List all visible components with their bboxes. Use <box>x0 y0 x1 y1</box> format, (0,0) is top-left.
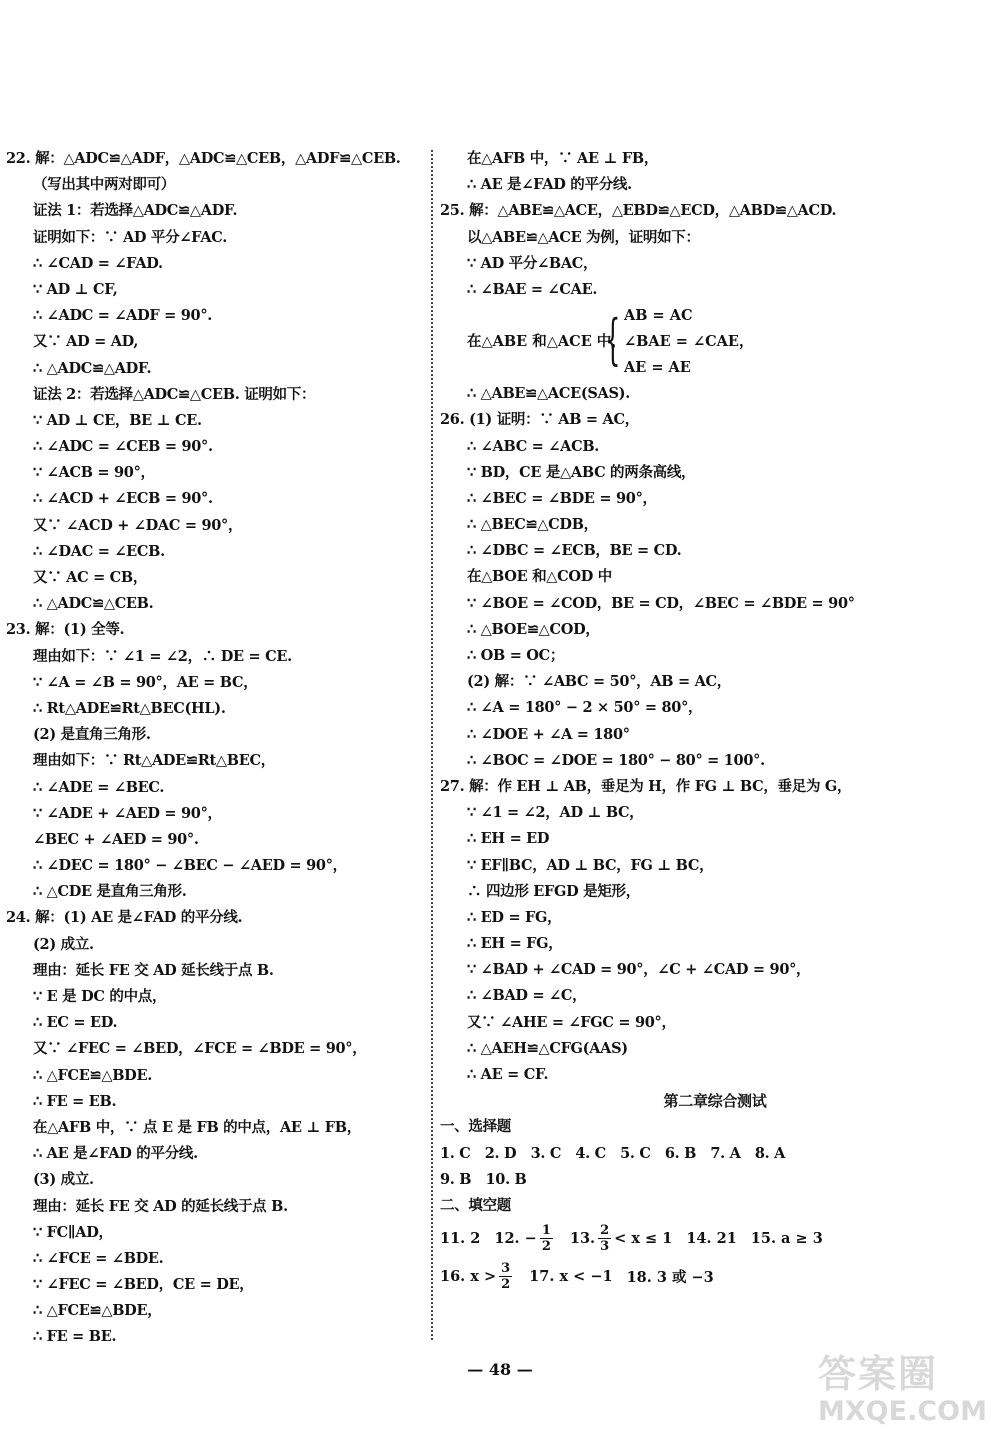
answer-17: 17. x < −1 <box>529 1267 613 1285</box>
text-line: ∴ EC = ED. <box>33 1014 118 1032</box>
text-line: (2) 解：∵ ∠ABC = 50°，AB = AC， <box>467 673 731 691</box>
answer-12-fraction <box>540 1223 553 1254</box>
text-line: ∴ Rt△ADE≌Rt△BEC(HL). <box>33 699 226 717</box>
fraction-denominator: 2 <box>541 1238 551 1254</box>
left-brace-icon: { <box>605 308 621 372</box>
text-line: ∴ △ADC≌△CEB. <box>33 595 154 613</box>
text-line: 26. (1) 证明：∵ AB = AC， <box>440 411 639 429</box>
text-line: ∴ ED = FG， <box>467 908 562 926</box>
test-title: 第二章综合测试 <box>663 1092 767 1111</box>
text-line: ∴ AE 是∠FAD 的平分线. <box>467 176 632 194</box>
text-line: 证法 1：若选择△ADC≌△ADF. <box>33 202 238 220</box>
text-line: ∴ AE 是∠FAD 的平分线. <box>33 1145 198 1163</box>
fill-answers-row-1 <box>440 1219 990 1257</box>
text-line: (2) 成立. <box>33 935 94 953</box>
text-line: ∵ ∠A = ∠B = 90°，AE = BC， <box>33 673 258 691</box>
text-line: ∴ FE = EB. <box>33 1092 117 1110</box>
text-line: ∵ ∠1 = ∠2，AD ⊥ BC， <box>467 804 644 822</box>
text-line: 理由如下：∵ Rt△ADE≌Rt△BEC， <box>33 752 275 770</box>
text-line: 22. 解：△ADC≌△ADF，△ADC≌△CEB，△ADF≌△CEB. <box>6 150 401 167</box>
text-line: ∵ ∠BAD + ∠CAD = 90°，∠C + ∠CAD = 90°， <box>467 961 811 979</box>
text-line: ∴ △FCE≌△BDE. <box>33 1066 152 1084</box>
text-line: 理由：延长 FE 交 AD 的延长线于点 B. <box>33 1197 288 1215</box>
right-column <box>440 146 990 1295</box>
text-line: ∴ △BOE≌△COD， <box>467 620 600 638</box>
text-line: ∵ E 是 DC 的中点， <box>33 988 167 1005</box>
text-line: ∵ AD 平分∠BAC， <box>467 254 598 272</box>
watermark-url: MXQE.COM <box>818 1396 987 1427</box>
fraction-denominator: 2 <box>501 1276 511 1292</box>
brace-equations <box>624 303 753 381</box>
text-line: ∴ EH = FG， <box>467 935 563 953</box>
text-line: ∵ ∠FEC = ∠BED，CE = DE， <box>33 1276 254 1294</box>
page-number: — 48 — <box>467 1360 533 1379</box>
text-line: （写出其中两对即可） <box>33 176 175 194</box>
text-line: ∠BEC + ∠AED = 90°. <box>33 830 199 848</box>
text-line: ∴ △BEC≌△CDB， <box>467 516 598 534</box>
answer-11: 11. 2 <box>440 1229 481 1247</box>
brace-prefix: 在△ABE 和△ACE 中， <box>467 333 626 351</box>
text-line: ∴ ∠ADC = ∠CEB = 90°. <box>33 438 213 456</box>
text-line: ∵ FC∥AD， <box>33 1223 113 1241</box>
right-top-lines <box>440 146 990 303</box>
text-line: ∴ △ABE≌△ACE(SAS). <box>467 385 630 403</box>
fraction-numerator: 1 <box>541 1222 551 1238</box>
text-line: ∴ ∠BAE = ∠CAE. <box>467 280 598 298</box>
watermark-logo <box>818 1352 993 1437</box>
answer-13-suffix: < x ≤ 1 <box>614 1229 673 1247</box>
text-line: 又∵ AC = CB， <box>33 569 148 586</box>
text-line: (2) 是直角三角形. <box>33 726 151 744</box>
text-line: 理由如下：∵ ∠1 = ∠2，∴ DE = CE. <box>33 647 292 665</box>
choice-answers-row-2: 9. B 10. B <box>440 1170 527 1188</box>
text-line: ∴ ∠ACD + ∠ECB = 90°. <box>33 490 213 508</box>
text-line: ∴ FE = BE. <box>33 1328 117 1346</box>
right-mid-lines <box>440 381 990 1088</box>
fraction-numerator: 3 <box>501 1260 511 1276</box>
answer-13-fraction <box>598 1223 611 1254</box>
text-line: ∴ ∠ADE = ∠BEC. <box>33 778 165 796</box>
answer-12-prefix: 12. − <box>494 1229 537 1247</box>
brace-eq-3: AE = AE <box>624 359 691 377</box>
text-line: 理由：延长 FE 交 AD 延长线于点 B. <box>33 961 274 979</box>
section-fill-heading: 二、填空题 <box>440 1196 511 1214</box>
choice-answers-row-1: 1. C 2. D 3. C 4. C 5. C 6. B 7. A 8. A <box>440 1144 786 1162</box>
text-line: ∴ △ADC≌△ADF. <box>33 359 152 377</box>
brace-eq-1: AB = AC <box>624 307 693 325</box>
text-line: ∵ ∠BOE = ∠COD，BE = CD，∠BEC = ∠BDE = 90° <box>467 594 855 612</box>
text-line: (3) 成立. <box>33 1171 94 1189</box>
text-line: ∴ ∠DBC = ∠ECB，BE = CD. <box>467 542 682 560</box>
text-line: ∵ BD，CE 是△ABC 的两条高线， <box>467 463 696 481</box>
text-line: 又∵ ∠AHE = ∠FGC = 90°， <box>467 1013 676 1031</box>
text-line: 证法 2：若选择△ADC≌△CEB. 证明如下： <box>33 385 316 403</box>
text-line: ∴ EH = ED <box>467 830 550 848</box>
text-line: 23. 解：(1) 全等. <box>6 621 125 639</box>
watermark-text: 答案圈 <box>818 1352 939 1396</box>
answer-14: 14. 21 <box>686 1229 737 1247</box>
text-line: 25. 解：△ABE≌△ACE，△EBD≌△ECD，△ABD≌△ACD. <box>440 202 837 220</box>
text-line: ∴ ∠BAD = ∠C， <box>467 987 587 1005</box>
text-line: 在△AFB 中，∵ AE ⊥ FB， <box>467 150 659 167</box>
text-line: 证明如下：∵ AD 平分∠FAC. <box>33 228 227 246</box>
text-line: ∴ ∠FCE = ∠BDE. <box>33 1249 164 1267</box>
fraction-numerator: 2 <box>600 1222 610 1238</box>
text-line: ∴ ∠ADC = ∠ADF = 90°. <box>33 307 213 325</box>
answer-16-prefix: 16. x > <box>440 1267 497 1285</box>
text-line: ∴ ∠DEC = 180° − ∠BEC − ∠AED = 90°， <box>33 857 347 875</box>
text-line: 以△ABE≌△ACE 为例，证明如下： <box>467 228 700 246</box>
text-line: ∵ ∠ADE + ∠AED = 90°， <box>33 804 222 822</box>
text-line: 又∵ ∠FEC = ∠BED，∠FCE = ∠BDE = 90°， <box>33 1040 367 1058</box>
left-column <box>6 146 424 1351</box>
answer-15: 15. a ≥ 3 <box>750 1229 823 1247</box>
text-line: ∴ △AEH≌△CFG(AAS) <box>467 1039 628 1057</box>
text-line: ∴ ∠DOE + ∠A = 180° <box>467 725 630 743</box>
text-line: ∴ ∠A = 180° − 2 × 50° = 80°， <box>467 699 703 717</box>
text-line: 27. 解：作 EH ⊥ AB，垂足为 H，作 FG ⊥ BC，垂足为 G， <box>440 777 852 795</box>
text-line: ∴ ∠CAD = ∠FAD. <box>33 254 163 272</box>
text-line: ∴ ∠BEC = ∠BDE = 90°， <box>467 489 657 507</box>
text-line: ∴ OB = OC； <box>467 647 565 664</box>
text-line: ∴ ∠DAC = ∠ECB. <box>33 542 165 560</box>
text-line: 又∵ AD = AD, <box>33 333 139 351</box>
fill-answers-row-2 <box>440 1257 990 1295</box>
text-line: ∴ △CDE 是直角三角形. <box>33 883 187 901</box>
brace-system <box>440 303 990 381</box>
section-choice-heading: 一、选择题 <box>440 1118 511 1136</box>
text-line: ∴ AE = CF. <box>467 1066 549 1083</box>
answer-16-fraction <box>499 1261 512 1292</box>
text-line: ∵ AD ⊥ CE，BE ⊥ CE. <box>33 411 202 429</box>
text-line: ∵ EF∥BC，AD ⊥ BC，FG ⊥ BC， <box>467 856 714 874</box>
text-line: 又∵ ∠ACD + ∠DAC = 90°， <box>33 516 243 534</box>
text-line: ∴ ∠ABC = ∠ACB. <box>467 437 600 455</box>
text-line: 24. 解：(1) AE 是∠FAD 的平分线. <box>6 909 243 927</box>
text-line: ∵ AD ⊥ CF, <box>33 280 118 298</box>
text-line: 在△BOE 和△COD 中 <box>467 568 612 586</box>
column-divider <box>431 150 433 1340</box>
fraction-denominator: 3 <box>600 1238 610 1254</box>
text-line: 在△AFB 中，∵ 点 E 是 FB 的中点，AE ⊥ FB， <box>33 1118 361 1136</box>
text-line: ∴ △FCE≌△BDE， <box>33 1302 162 1320</box>
text-line: ∵ ∠ACB = 90°， <box>33 464 155 482</box>
brace-eq-2: ∠BAE = ∠CAE， <box>624 333 754 351</box>
answer-18: 18. 3 或 −3 <box>626 1268 714 1286</box>
text-line: ∴ ∠BOC = ∠DOE = 180° − 80° = 100°. <box>467 751 765 769</box>
answer-13-prefix: 13. <box>569 1229 596 1247</box>
text-line: ∴ 四边形 EFGD 是矩形， <box>467 882 640 900</box>
